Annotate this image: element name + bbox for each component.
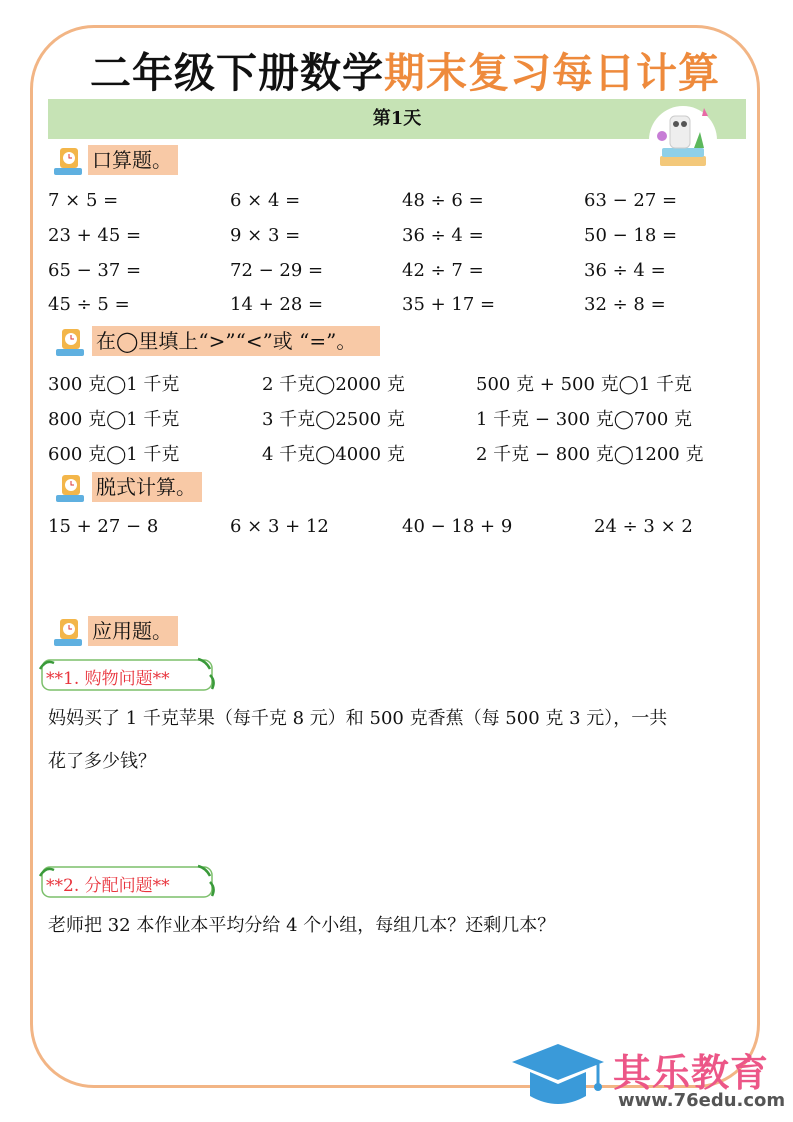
oral-problem: 45 ÷ 5 = <box>48 294 130 315</box>
oral-problem: 48 ÷ 6 = <box>402 190 484 211</box>
compare-problem: 2 千克 − 800 克◯1200 克 <box>476 444 704 465</box>
page-title <box>60 40 750 99</box>
oral-problem: 6 × 4 = <box>230 190 301 211</box>
stepwise-problem: 15 + 27 − 8 <box>48 516 159 537</box>
compare-problem: 1 千克 − 300 克◯700 克 <box>476 409 692 430</box>
stepwise-problem: 24 ÷ 3 × 2 <box>594 516 693 537</box>
compare-problem: 4 千克◯4000 克 <box>262 444 405 465</box>
stepwise-problem: 6 × 3 + 12 <box>230 516 329 537</box>
section-label: 在◯里填上“>”“<”或 “=”。 <box>92 326 380 356</box>
section-label: 口算题。 <box>88 145 178 175</box>
oral-problem: 23 + 45 = <box>48 225 142 246</box>
problem-2-line-1: 老师把 32 本作业本平均分给 4 个小组，每组几本？还剩几本？ <box>48 915 556 936</box>
problem-tag-text: **2. 分配问题** <box>46 876 170 896</box>
oral-problem: 7 × 5 = <box>48 190 119 211</box>
oral-problem: 42 ÷ 7 = <box>402 260 484 281</box>
day-banner: 第1天 <box>48 99 746 139</box>
compare-problem: 800 克◯1 千克 <box>48 409 180 430</box>
brand-url: www.76edu.com <box>618 1090 786 1111</box>
oral-problem: 50 − 18 = <box>584 225 678 246</box>
books-illustration-icon <box>648 104 718 176</box>
section-header-compare <box>52 325 380 357</box>
compare-problem: 3 千克◯2500 克 <box>262 409 405 430</box>
oral-problem: 9 × 3 = <box>230 225 301 246</box>
section-header-stepwise <box>52 471 202 503</box>
problem-1-line-1: 妈妈买了 1 千克苹果（每千克 8 元）和 500 克香蕉（每 500 克 3 元），一共 <box>48 708 668 729</box>
oral-problem: 14 + 28 = <box>230 294 324 315</box>
alarm-clock-book-icon <box>52 615 88 647</box>
alarm-clock-book-icon <box>52 325 92 357</box>
compare-problem: 2 千克◯2000 克 <box>262 374 405 395</box>
oral-problem: 35 + 17 = <box>402 294 496 315</box>
oral-problem: 36 ÷ 4 = <box>584 260 666 281</box>
alarm-clock-book-icon <box>52 144 88 176</box>
brand-name: 其乐教育 <box>613 1051 770 1095</box>
graduation-cap-icon <box>510 1040 610 1110</box>
compare-problem: 300 克◯1 千克 <box>48 374 180 395</box>
title-orange: 期末复习每日计算 <box>384 49 720 97</box>
oral-problem: 72 − 29 = <box>230 260 324 281</box>
oral-problem: 63 − 27 = <box>584 190 678 211</box>
section-header-word <box>52 615 178 647</box>
title-black: 二年级下册数学 <box>90 49 384 97</box>
oral-problem: 36 ÷ 4 = <box>402 225 484 246</box>
section-label: 应用题。 <box>88 616 178 646</box>
stepwise-problem: 40 − 18 + 9 <box>402 516 513 537</box>
brand-logo <box>510 1040 790 1115</box>
oral-problem: 32 ÷ 8 = <box>584 294 666 315</box>
problem-tag-1 <box>38 655 220 695</box>
section-header-oral <box>52 144 178 176</box>
section-label: 脱式计算。 <box>92 472 202 502</box>
compare-problem: 600 克◯1 千克 <box>48 444 180 465</box>
compare-problem: 500 克 + 500 克◯1 千克 <box>476 374 692 395</box>
oral-problem: 65 − 37 = <box>48 260 142 281</box>
problem-tag-2 <box>38 862 220 902</box>
problem-tag-text: **1. 购物问题** <box>46 669 170 689</box>
problem-1-line-2: 花了多少钱？ <box>48 751 156 772</box>
alarm-clock-book-icon <box>52 471 92 503</box>
